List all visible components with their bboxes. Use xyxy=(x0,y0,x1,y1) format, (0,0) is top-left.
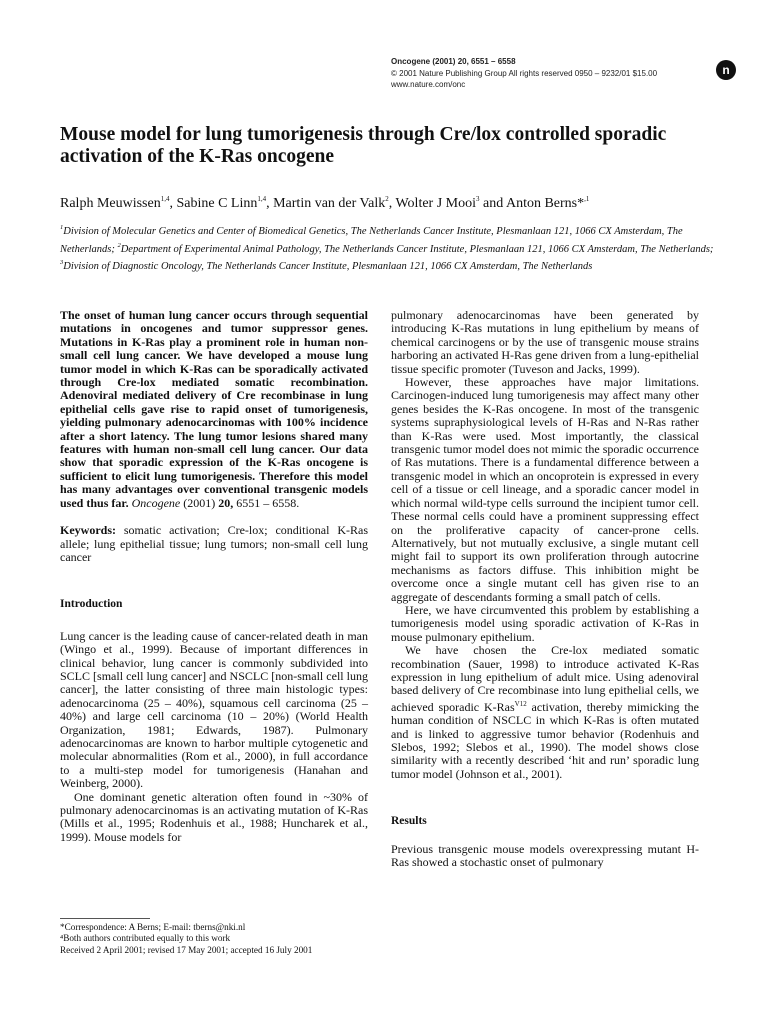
results-paragraph: Previous transgenic mouse models overexpressing mutant H-Ras showed a stochastic onset of pulmonary xyxy=(391,841,699,870)
journal-reference: Oncogene (2001) 20, 6551 – 6558 xyxy=(391,57,516,66)
author: Martin van der Valk$^2$, xyxy=(273,195,396,211)
keywords-label: Keywords: xyxy=(60,523,116,538)
body-paragraph: We have chosen the Cre-lox mediated somatic recombination (Sauer, 1998) to introduce activated K-Ras expression in lung epithelium of adult mice. Using adenoviral based delivery of Cre recombinase into lung epithelial cells, we achieved sporadic K-Ras$^{V12}$ activation, thereby mimicking the human condition of NSCLC in which K-Ras is often mutated and is linked to aggressive tumor behavior (Rodenhuis and Slebos, 1992; Slebos et al., 1990). The model shows close similarity with a recently described ‘hit and run’ sporadic lung tumor model (Johnson et al., 2001). xyxy=(391,643,700,781)
keywords xyxy=(60,524,368,564)
body-paragraph: However, these approaches have major limitations. Carcinogen-induced lung tumorigenesis may affect many other genes besides the K-Ras oncogene. In most of the transgenic systems supraphysiological levels of H-Ras and N-Ras rather than K-Ras were used. Most importantly, the classical transgenic tumor model does not mimic the sporadic occurrence of Ras mutations. There is a fundamental difference between a transgenic model in which an oncoprotein is expressed in every cell of a tissue or cell lineage, and a sporadic cancer model in which normal wild-type cells surround the incipient tumor cell. These normal cells could have a prominent suppressing effect on the proliferative capacity of cancer-prone cells. Alternatively, but not mutually exclusive, a single mutant cell might fail to support its own proliferation through autocrine mechanisms as factors diffuse. This inhibition might be overcome once a single mutant cell has given rise to an aggregate of descendants forming a small patch of cells. xyxy=(391,375,699,604)
left-column xyxy=(60,309,368,844)
affiliation-marker: 2 xyxy=(117,241,121,249)
affiliation-marker: 3 xyxy=(60,259,64,266)
affiliation-marker: 1 xyxy=(60,224,64,231)
author: Ralph Meuwissen$^{1,4}$, xyxy=(60,195,177,211)
journal-url: www.nature.com/onc xyxy=(391,80,466,89)
author: Wolter J Mooi$^3$ and xyxy=(395,195,506,211)
results-heading: Results xyxy=(391,815,427,828)
author: Sabine C Linn$^{1,4}$, xyxy=(176,195,274,211)
introduction-heading: Introduction xyxy=(60,598,123,611)
author: Anton Berns*$^{,1}$ xyxy=(505,195,590,211)
affiliation: Division of Diagnostic Oncology, The Netherlands Cancer Institute, Plesmanlaan 121, 1066 CX Amsterdam, The Netherlands xyxy=(63,261,593,272)
footnote-divider xyxy=(60,918,150,919)
footnotes xyxy=(60,922,370,956)
abstract-citation: Oncogene (2001) 20, 6551 – 6558. xyxy=(131,495,300,510)
body-paragraph: pulmonary adenocarcinomas have been generated by introducing K-Ras mutations in lung epithelium by means of chemical carcinogens or by the use of transgenic mouse strains harboring an activated H-Ras gene driven from a lung-epithelial tissue specific promoter (Tuveson and Jacks, 1999). xyxy=(391,308,699,376)
affiliation: Department of Experimental Animal Pathology, The Netherlands Cancer Institute, Plesmanlaan 121, 1066 CX Amsterdam, The Netherlands; xyxy=(120,243,714,255)
right-column xyxy=(391,309,699,869)
intro-paragraph: Lung cancer is the leading cause of cancer-related death in man (Wingo et al., 1999). Because of important differences in clinical behavior, lung cancer is commonly subdivided into SCLC [small cell lung cancer] and NSCLC [non-small cell lung cancer], the latter consisting of three main histologic types: adenocarcinoma (25 – 40%), squamous cell carcinoma (25 – 40%) and large cell carcinoma (10 – 20%) (World Health Organization, 1981; Edwards, 1987). Pulmonary adenocarcinomas are known to harbor multiple cytogenetic and molecular abnormalities (Rom et al., 2000), in full accordance to a multi-step model for tumorigenesis (Hanahan and Weinberg, 2000). xyxy=(60,628,368,791)
intro-paragraph: One dominant genetic alteration often found in ~30% of pulmonary adenocarcinomas is an activating mutation of K-Ras (Mills et al., 1995; Rodenhuis et al., 1988; Huncharek et al., 1999). Mouse models for xyxy=(60,789,368,844)
affiliations xyxy=(60,221,720,274)
author-list xyxy=(60,190,720,213)
abstract: The onset of human lung cancer occurs through sequential mutations in oncogenes and tumor suppressor genes. Mutations in K-Ras play a prominent role in human non-small cell lung cancer. We have developed a mouse lung tumor model in which K-Ras can be sporadically activated through Cre-lox mediated somatic recombination. Adenoviral mediated delivery of Cre recombinase in lung epithelial cells gave rise to rapid onset of tumorigenesis, yielding pulmonary adenocarcinomas with 100% incidence after a short latency. The lung tumor lesions shared many features with human non-small cell lung cancer. Our data show that sporadic expression of the K-Ras oncogene is sufficient to elicit lung tumorigenesis. Therefore this model has many advantages over conventional transgenic models used thus far. Oncogene (2001) 20, 6551 – 6558. xyxy=(60,308,368,510)
correspondence-note: *Correspondence: A Berns; E-mail: tberns@nki.nl xyxy=(60,922,246,932)
equal-contribution-note: ⁴Both authors contributed equally to this work xyxy=(60,933,231,944)
journal-header xyxy=(391,56,657,91)
body-paragraph: Here, we have circumvented this problem by establishing a tumorigenesis model using sporadic activation of K-Ras in mouse pulmonary epithelium. xyxy=(391,602,699,644)
received-dates: Received 2 April 2001; revised 17 May 2001; accepted 16 July 2001 xyxy=(60,944,313,955)
copyright-line: © 2001 Nature Publishing Group All rights reserved 0950 – 9232/01 $15.00 xyxy=(391,68,658,78)
affiliation: Division of Molecular Genetics and Center of Biomedical Genetics, The Netherlands Cancer Institute, Plesmanlaan 121, 1066 CX Amsterdam, The Netherlands; xyxy=(60,226,683,255)
keywords-text: somatic activation; Cre-lox; conditional K-Ras allele; lung epithelial tissue; lung tumors; non-small cell lung cancer xyxy=(60,523,368,564)
publisher-logo: n xyxy=(716,60,736,80)
paper-title: Mouse model for lung tumorigenesis through Cre/lox controlled sporadic activation of the K-Ras oncogene xyxy=(60,124,667,167)
